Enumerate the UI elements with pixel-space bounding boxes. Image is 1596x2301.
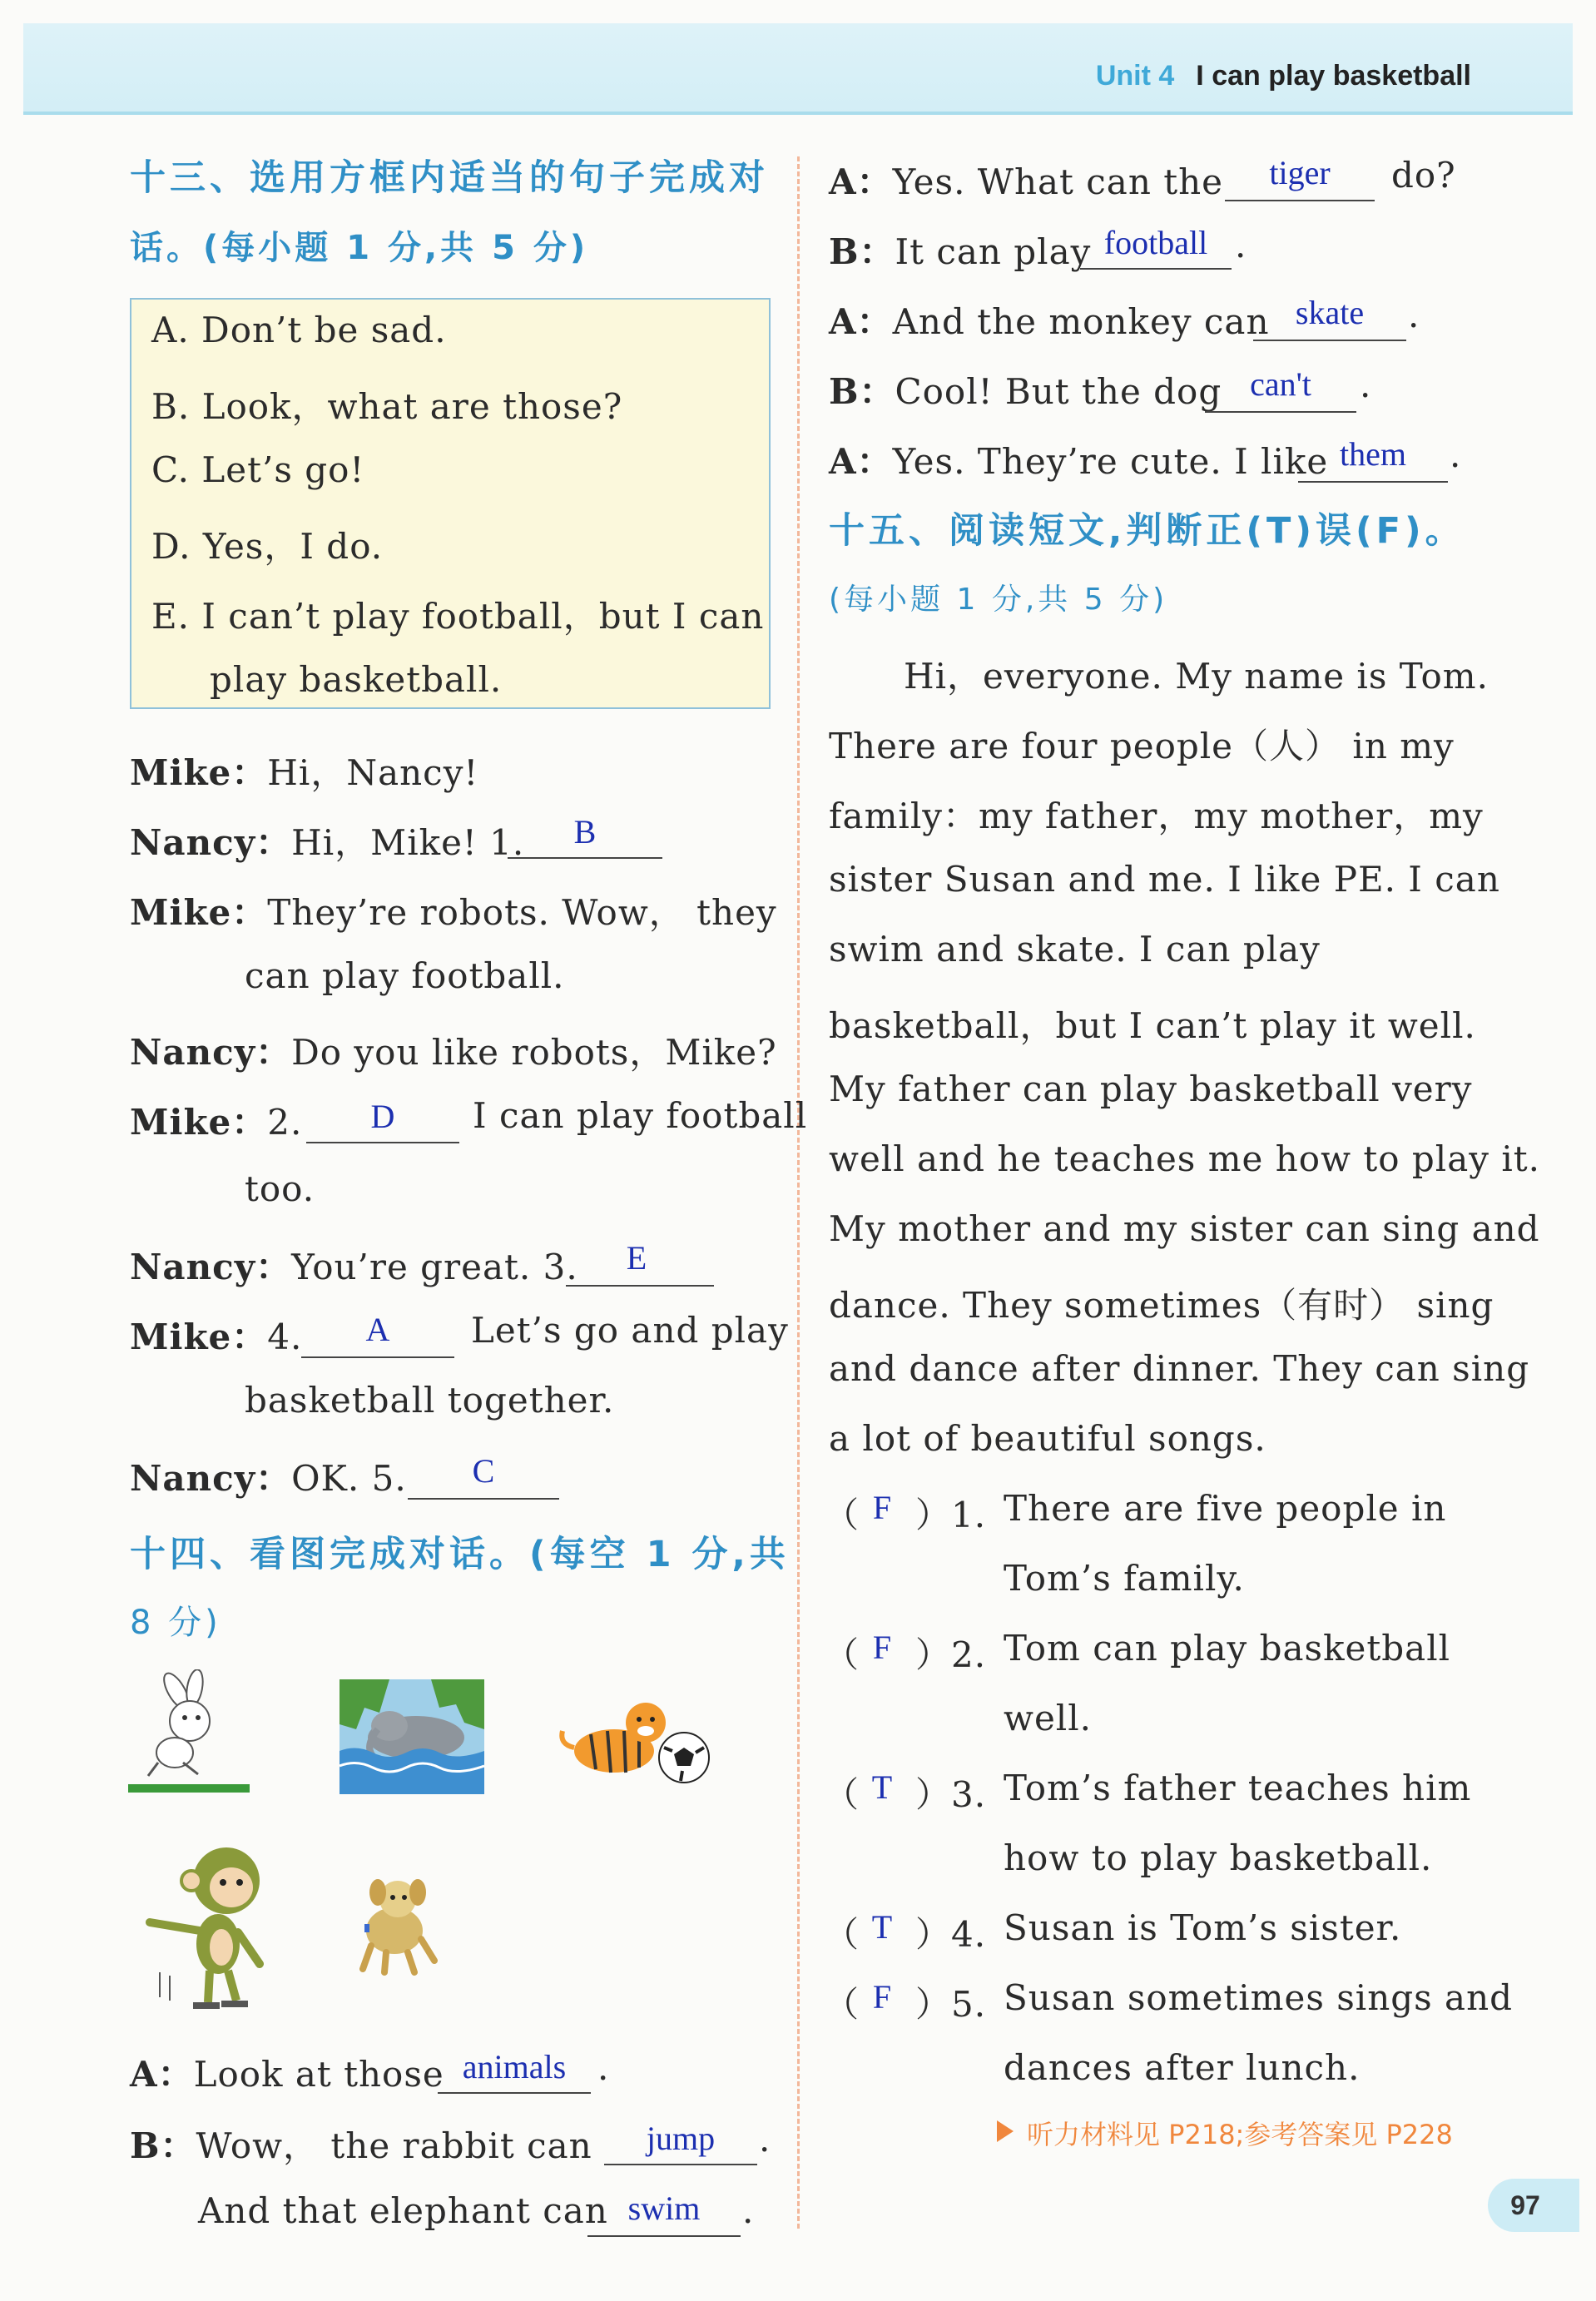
question-text: Susan sometimes sings and [1004, 1977, 1514, 2018]
tf-answer-1[interactable]: F [872, 1489, 892, 1526]
answer-animals: animals [462, 2048, 567, 2085]
dialog-line [829, 155, 1223, 205]
passage-line: My mother and my sister can sing and [829, 1208, 1540, 1249]
question-num: 5. [951, 1984, 987, 2025]
monkey-icon [135, 1839, 285, 2021]
line-text: And the monkey can [892, 301, 1270, 342]
passage-line: There are four people（人） in my [829, 726, 1455, 766]
sec14-title: 十四、看图完成对话。(每空 1 分,共 [130, 1534, 790, 1575]
passage-line: well and he teaches me how to play it. [829, 1138, 1540, 1179]
line-text: Hi，Mike! 1. [291, 822, 525, 863]
unit-label: Unit 4 [1095, 60, 1175, 92]
dialog-line [130, 885, 777, 935]
passage-line: My father can play basketball very [829, 1069, 1473, 1109]
line-text: 4. [267, 1317, 303, 1357]
period: . [597, 2047, 610, 2088]
triangle-arrow-icon [995, 2119, 1015, 2144]
blank-5[interactable] [408, 1498, 559, 1500]
dialog-line [130, 1310, 302, 1360]
question-num: 4. [951, 1914, 987, 1955]
blank-swim[interactable] [587, 2235, 741, 2237]
paren-open: （ [824, 1634, 860, 1675]
answer-football: football [1103, 224, 1208, 261]
option-d: D. Yes，I do. [151, 526, 384, 567]
speaker: Nancy： [130, 1458, 292, 1499]
sec14-title-line2: 8 分) [130, 1604, 221, 1642]
speaker: B： [130, 2125, 196, 2166]
blank-jump[interactable] [604, 2164, 757, 2165]
paren-open: （ [824, 1914, 860, 1955]
dialog-line-cont: And that elephant can [198, 2190, 608, 2231]
line-text: It can play [895, 231, 1092, 272]
tf-answer-5[interactable]: F [872, 1978, 892, 2016]
answer-3: E [626, 1239, 647, 1277]
line-text: Do you like robots，Mike? [291, 1032, 777, 1073]
passage-line: sister Susan and me. I like PE. I can [829, 859, 1500, 900]
speaker: A： [829, 161, 893, 202]
dialog-line [829, 434, 1328, 484]
blank-4[interactable] [301, 1356, 454, 1358]
dialog-line-cont: I can play football [473, 1095, 808, 1136]
speaker: Mike： [130, 752, 268, 793]
question-text-cont: dances after lunch. [1004, 2047, 1361, 2088]
blank-cant[interactable] [1205, 411, 1356, 413]
blank-1[interactable] [508, 857, 662, 859]
dialog-line-cont: do? [1391, 155, 1456, 196]
speaker: A： [829, 301, 893, 342]
passage-line: basketball，but I can’t play it well. [829, 1005, 1476, 1046]
period: . [1360, 364, 1372, 405]
dialog-line-cont: Let’s go and play [471, 1310, 789, 1351]
sec13-title-line2: 话。(每小题 1 分,共 5 分) [130, 229, 589, 267]
speaker: A： [130, 2054, 194, 2095]
line-text: They’re robots. Wow， they [267, 892, 777, 933]
passage-line: dance. They sometimes（有时） sing [829, 1285, 1494, 1326]
dialog-line [829, 295, 1270, 345]
speaker: Nancy： [130, 1247, 292, 1287]
blank-2[interactable] [306, 1142, 459, 1143]
speaker: A： [829, 441, 893, 482]
answer-cant: can't [1250, 365, 1311, 403]
dialog-line [130, 2119, 592, 2169]
line-text: Wow， the rabbit can [196, 2125, 592, 2166]
answer-swim: swim [627, 2189, 701, 2227]
speaker: B： [829, 231, 895, 272]
period: . [759, 2119, 771, 2160]
line-text: Yes. They’re cute. I like [892, 441, 1329, 482]
question-number: ）2. [915, 1634, 987, 1675]
line-text: Look at those [193, 2054, 444, 2095]
dialog-line [130, 2047, 444, 2097]
answer-5: C [472, 1452, 495, 1490]
line-text: 2. [267, 1102, 303, 1143]
blank-skate[interactable] [1253, 340, 1406, 341]
paren-open: （ [824, 1984, 860, 2025]
answer-tiger: tiger [1269, 154, 1331, 191]
speaker: Mike： [130, 1102, 268, 1143]
passage-line: a lot of beautiful songs. [829, 1418, 1266, 1459]
rabbit-icon [125, 1669, 251, 1794]
question-num: 2. [951, 1634, 987, 1675]
passage-line: swim and skate. I can play [829, 929, 1321, 969]
passage-line: and dance after dinner. They can sing [829, 1348, 1530, 1389]
period: . [742, 2190, 755, 2231]
passage-line: family：my father，my mother，my [829, 796, 1484, 836]
speaker: Nancy： [130, 1032, 292, 1073]
line-text: Hi，Nancy! [267, 752, 479, 793]
tf-answer-2[interactable]: F [872, 1629, 892, 1666]
tf-answer-4[interactable]: T [871, 1908, 893, 1946]
blank-animals[interactable] [438, 2092, 591, 2094]
question-text: Tom can play basketball [1004, 1628, 1451, 1669]
tiger-icon [556, 1698, 714, 1791]
line-text: You’re great. 3. [291, 1247, 578, 1287]
question-text: Susan is Tom’s sister. [1004, 1907, 1402, 1948]
sec13-title: 十三、选用方框内适当的句子完成对 [130, 157, 769, 199]
dialog-line [130, 1451, 407, 1501]
question-num: 1. [951, 1495, 987, 1535]
answer-2: D [370, 1098, 395, 1135]
option-e-cont: play basketball. [210, 659, 503, 700]
options-box [130, 298, 771, 709]
question-text: Tom’s father teaches him [1004, 1768, 1472, 1808]
unit-title [1096, 60, 1471, 92]
dialog-line [829, 364, 1222, 414]
option-e: E. I can’t play football，but I can [151, 596, 765, 637]
period: . [1235, 225, 1247, 265]
paren-open: （ [824, 1774, 860, 1815]
option-a: A. Don’t be sad. [151, 310, 447, 350]
reference-note[interactable]: 听力材料见 P218;参考答案见 P228 [1027, 2119, 1453, 2150]
answer-skate: skate [1295, 294, 1365, 331]
speaker: Mike： [130, 1317, 268, 1357]
elephant-icon [340, 1679, 484, 1794]
question-number: ）1. [915, 1495, 987, 1535]
unit-name: I can play basketball [1196, 60, 1471, 92]
dialog-line [130, 746, 478, 796]
question-number: ）5. [915, 1984, 987, 2025]
answer-1: B [573, 813, 597, 850]
line-text: Cool! But the dog [895, 371, 1222, 412]
dialog-line-cont: can play football. [245, 955, 565, 996]
dialog-line [130, 1240, 578, 1290]
speaker: Nancy： [130, 822, 292, 863]
tf-answer-3[interactable]: T [871, 1768, 893, 1806]
blank-tiger[interactable] [1225, 200, 1375, 201]
blank-football[interactable] [1080, 268, 1232, 270]
dialog-line [130, 1095, 302, 1145]
question-number: ）3. [915, 1774, 987, 1815]
blank-3[interactable] [566, 1285, 714, 1287]
question-text-cont: how to play basketball. [1004, 1837, 1433, 1878]
period: . [1408, 295, 1420, 335]
paren-open: （ [824, 1495, 860, 1535]
answer-4: A [365, 1311, 390, 1348]
header-rule [23, 112, 1573, 115]
dialog-line-cont: basketball together. [245, 1380, 615, 1421]
speaker: B： [829, 371, 895, 412]
sec15-subtitle: (每小题 1 分,共 5 分) [829, 583, 1168, 617]
dialog-line [130, 1025, 777, 1075]
line-text: Yes. What can the [892, 161, 1224, 202]
blank-them[interactable] [1298, 481, 1448, 483]
question-number: ）4. [915, 1914, 987, 1955]
option-c: C. Let’s go! [151, 449, 365, 490]
answer-jump: jump [646, 2120, 716, 2157]
sec15-title: 十五、阅读短文,判断正(T)误(F)。 [829, 510, 1465, 552]
dog-icon [348, 1876, 441, 1976]
option-b: B. Look，what are those? [151, 386, 623, 427]
question-text-cont: well. [1004, 1698, 1093, 1738]
question-text: There are five people in [1004, 1488, 1447, 1529]
dialog-line-cont: too. [245, 1168, 315, 1209]
line-text: OK. 5. [291, 1458, 407, 1499]
column-divider [797, 156, 800, 2229]
question-num: 3. [951, 1774, 987, 1815]
period: . [1450, 434, 1462, 475]
answer-them: them [1340, 435, 1406, 473]
dialog-line [130, 816, 524, 865]
passage-line: Hi，everyone. My name is Tom. [904, 656, 1489, 697]
speaker: Mike： [130, 892, 268, 933]
dialog-line [829, 225, 1091, 275]
question-text-cont: Tom’s family. [1004, 1558, 1245, 1599]
page-number: 97 [1488, 2179, 1579, 2232]
